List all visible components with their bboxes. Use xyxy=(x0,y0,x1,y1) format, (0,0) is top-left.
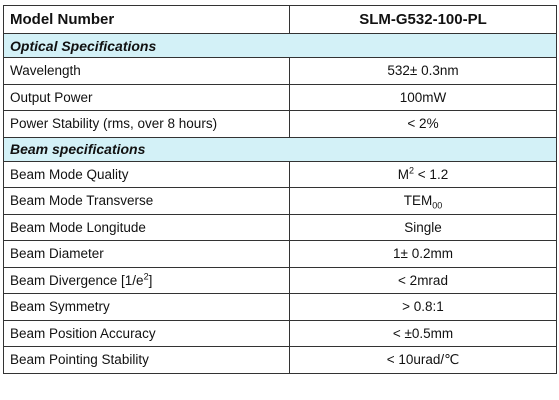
table-row xyxy=(4,188,557,215)
row-label xyxy=(4,267,290,294)
row-label: Wavelength xyxy=(4,58,290,85)
table-row xyxy=(4,111,557,138)
value-subscript: 00 xyxy=(432,200,443,211)
section-title: Optical Specifications xyxy=(4,34,557,58)
row-value xyxy=(290,188,557,215)
table-row xyxy=(4,241,557,268)
section-title: Beam specifications xyxy=(4,137,557,161)
row-value: 532± 0.3nm xyxy=(290,58,557,85)
table-row xyxy=(4,267,557,294)
header-value: SLM-G532-100-PL xyxy=(290,6,557,34)
header-row xyxy=(4,6,557,34)
row-label: Beam Mode Transverse xyxy=(4,188,290,215)
row-label: Beam Mode Longitude xyxy=(4,214,290,241)
row-value: < 10urad/℃ xyxy=(290,347,557,374)
row-value xyxy=(290,161,557,188)
table-row xyxy=(4,347,557,374)
specifications-table xyxy=(3,5,557,374)
label-superscript: 2 xyxy=(143,271,149,282)
row-value: 1± 0.2mm xyxy=(290,241,557,268)
row-value: < 2mrad xyxy=(290,267,557,294)
row-value: > 0.8:1 xyxy=(290,294,557,321)
row-value: Single xyxy=(290,214,557,241)
row-label: Output Power xyxy=(4,84,290,111)
row-label: Beam Mode Quality xyxy=(4,161,290,188)
row-label: Beam Diameter xyxy=(4,241,290,268)
value-main: M xyxy=(397,166,410,182)
header-label: Model Number xyxy=(4,6,290,34)
table-row xyxy=(4,294,557,321)
table-row xyxy=(4,58,557,85)
section-header-beam xyxy=(4,137,557,161)
table-row xyxy=(4,214,557,241)
row-value: 100mW xyxy=(290,84,557,111)
label-tail: ] xyxy=(148,272,153,288)
table-row xyxy=(4,161,557,188)
row-value: < 2% xyxy=(290,111,557,138)
row-value: < ±0.5mm xyxy=(290,320,557,347)
row-label: Beam Symmetry xyxy=(4,294,290,321)
table-row xyxy=(4,84,557,111)
value-superscript: 2 xyxy=(409,165,415,176)
row-label: Beam Pointing Stability xyxy=(4,347,290,374)
section-header-optical xyxy=(4,34,557,58)
value-main: TEM xyxy=(403,193,433,209)
table-row xyxy=(4,320,557,347)
row-label: Power Stability (rms, over 8 hours) xyxy=(4,111,290,138)
row-label: Beam Position Accuracy xyxy=(4,320,290,347)
value-tail: < 1.2 xyxy=(414,166,449,182)
label-main: Beam Divergence [1/e xyxy=(10,272,144,288)
